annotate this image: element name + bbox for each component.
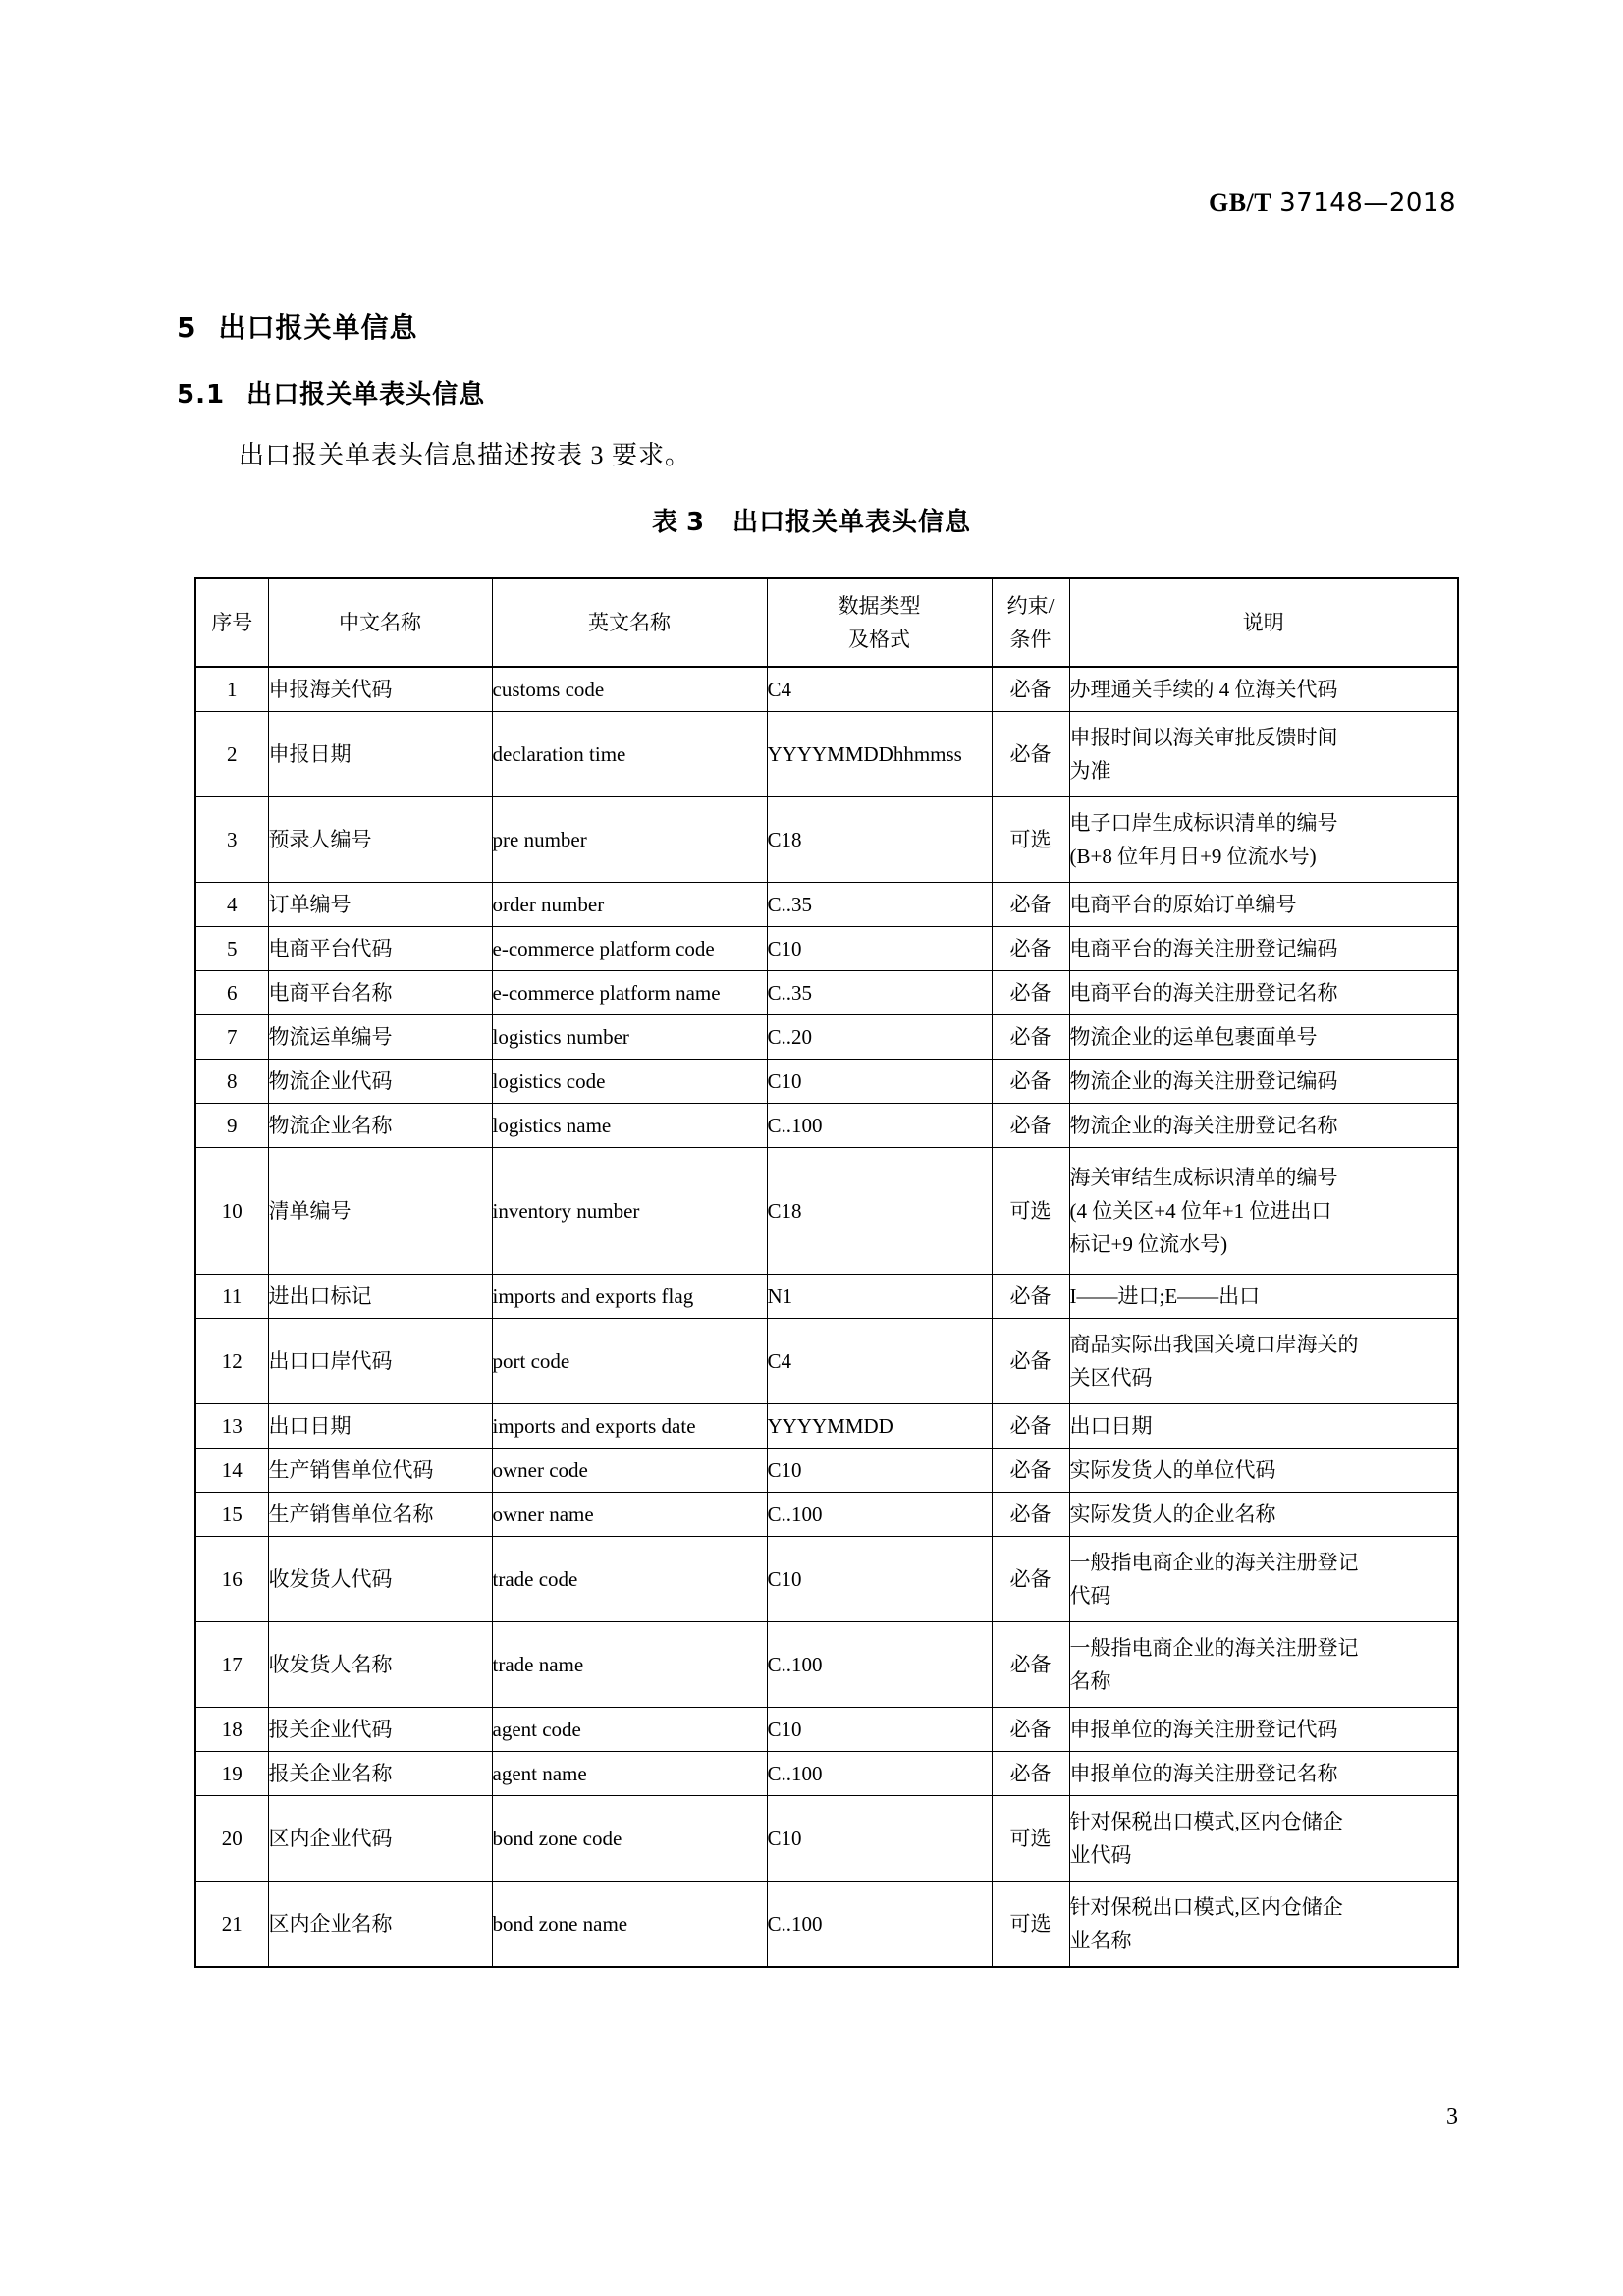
table-row — [195, 1319, 1458, 1404]
table-row — [195, 1622, 1458, 1708]
cell-chinese-name: 预录人编号 — [268, 797, 492, 883]
description-line: 针对保税出口模式,区内仓储企 — [1069, 1809, 1343, 1833]
cell-data-type: C4 — [767, 1319, 992, 1404]
cell-english-name: pre number — [492, 797, 767, 883]
cell-constraint: 可选 — [992, 1148, 1069, 1275]
cell-constraint: 可选 — [992, 1882, 1069, 1968]
cell-no: 8 — [195, 1060, 268, 1104]
cell-data-type: N1 — [767, 1275, 992, 1319]
table-row — [195, 797, 1458, 883]
cell-description — [1069, 1622, 1458, 1708]
cell-chinese-name: 出口口岸代码 — [268, 1319, 492, 1404]
table-row — [195, 1537, 1458, 1622]
table-3-wrapper — [194, 577, 1457, 1968]
cell-chinese-name: 报关企业名称 — [268, 1752, 492, 1796]
cell-no: 18 — [195, 1708, 268, 1752]
page-number: 3 — [1446, 2105, 1458, 2130]
table-row — [195, 1148, 1458, 1275]
description-line: 为准 — [1069, 759, 1111, 783]
description-line: 代码 — [1069, 1584, 1111, 1608]
cell-data-type: C10 — [767, 1796, 992, 1882]
cell-data-type: C10 — [767, 1708, 992, 1752]
description-line: 出口日期 — [1069, 1413, 1153, 1438]
section-heading-5-index: 5 — [177, 311, 197, 344]
cell-chinese-name: 申报海关代码 — [268, 667, 492, 712]
cell-data-type: C..100 — [767, 1622, 992, 1708]
cell-description — [1069, 797, 1458, 883]
table-row — [195, 1060, 1458, 1104]
column-header-english-name: 英文名称 — [492, 578, 767, 667]
cell-data-type: C..100 — [767, 1104, 992, 1148]
description-line: 物流企业的海关注册登记编码 — [1069, 1068, 1338, 1093]
cell-english-name: customs code — [492, 667, 767, 712]
cell-description — [1069, 667, 1458, 712]
cell-constraint: 必备 — [992, 1015, 1069, 1060]
section-heading-5-title: 出口报关单信息 — [218, 311, 418, 344]
cell-english-name: order number — [492, 883, 767, 927]
table-row — [195, 712, 1458, 797]
cell-description — [1069, 927, 1458, 971]
cell-chinese-name: 收发货人代码 — [268, 1537, 492, 1622]
table-row — [195, 1275, 1458, 1319]
cell-description — [1069, 1752, 1458, 1796]
cell-constraint: 必备 — [992, 1275, 1069, 1319]
standard-prefix: GB/T — [1208, 189, 1272, 217]
table-3-export-declaration-header — [194, 577, 1459, 1968]
cell-no: 11 — [195, 1275, 268, 1319]
description-line: 一般指电商企业的海关注册登记 — [1069, 1635, 1359, 1660]
column-header-data-type: 数据类型 及格式 — [767, 578, 992, 667]
table-row — [195, 1404, 1458, 1449]
cell-data-type: C10 — [767, 927, 992, 971]
description-line: 一般指电商企业的海关注册登记 — [1069, 1550, 1359, 1574]
cell-description — [1069, 1104, 1458, 1148]
standard-number: 37148—2018 — [1279, 189, 1456, 218]
table-row — [195, 1752, 1458, 1796]
cell-constraint: 必备 — [992, 1060, 1069, 1104]
cell-constraint: 可选 — [992, 1796, 1069, 1882]
table-caption — [0, 502, 1623, 538]
cell-description — [1069, 1493, 1458, 1537]
cell-chinese-name: 清单编号 — [268, 1148, 492, 1275]
cell-constraint: 必备 — [992, 927, 1069, 971]
cell-english-name: logistics name — [492, 1104, 767, 1148]
cell-english-name: logistics code — [492, 1060, 767, 1104]
cell-description — [1069, 971, 1458, 1015]
description-line: 电商平台的海关注册登记编码 — [1069, 936, 1338, 960]
cell-constraint: 必备 — [992, 971, 1069, 1015]
column-header-description: 说明 — [1069, 578, 1458, 667]
cell-data-type: C10 — [767, 1537, 992, 1622]
cell-data-type: YYYYMMDDhhmmss — [767, 712, 992, 797]
cell-english-name: owner code — [492, 1449, 767, 1493]
section-heading-5 — [177, 306, 418, 346]
description-line: 业代码 — [1069, 1843, 1132, 1867]
cell-no: 3 — [195, 797, 268, 883]
cell-data-type: C..100 — [767, 1882, 992, 1968]
description-line: 办理通关手续的 4 位海关代码 — [1069, 677, 1338, 701]
cell-constraint: 必备 — [992, 1449, 1069, 1493]
cell-constraint: 必备 — [992, 1537, 1069, 1622]
cell-no: 19 — [195, 1752, 268, 1796]
cell-chinese-name: 进出口标记 — [268, 1275, 492, 1319]
cell-chinese-name: 区内企业代码 — [268, 1796, 492, 1882]
cell-description — [1069, 1796, 1458, 1882]
cell-data-type: C10 — [767, 1449, 992, 1493]
cell-no: 9 — [195, 1104, 268, 1148]
table-row — [195, 1796, 1458, 1882]
cell-chinese-name: 收发货人名称 — [268, 1622, 492, 1708]
table-caption-title: 出口报关单表头信息 — [732, 508, 972, 537]
cell-no: 4 — [195, 883, 268, 927]
cell-english-name: logistics number — [492, 1015, 767, 1060]
cell-constraint: 必备 — [992, 883, 1069, 927]
cell-english-name: inventory number — [492, 1148, 767, 1275]
cell-english-name: e-commerce platform name — [492, 971, 767, 1015]
cell-chinese-name: 电商平台名称 — [268, 971, 492, 1015]
cell-no: 6 — [195, 971, 268, 1015]
table-row — [195, 927, 1458, 971]
cell-no: 10 — [195, 1148, 268, 1275]
description-line: 电商平台的海关注册登记名称 — [1069, 980, 1338, 1005]
description-line: 关区代码 — [1069, 1366, 1153, 1390]
table-caption-label: 表 — [651, 508, 678, 537]
cell-description — [1069, 883, 1458, 927]
cell-description — [1069, 712, 1458, 797]
description-line: 实际发货人的企业名称 — [1069, 1502, 1276, 1526]
cell-chinese-name: 申报日期 — [268, 712, 492, 797]
table-caption-number: 3 — [685, 508, 706, 537]
cell-data-type: C4 — [767, 667, 992, 712]
section-heading-5-1-title: 出口报关单表头信息 — [246, 380, 486, 410]
description-line: 物流企业的运单包裹面单号 — [1069, 1024, 1318, 1049]
cell-chinese-name: 电商平台代码 — [268, 927, 492, 971]
cell-constraint: 必备 — [992, 712, 1069, 797]
cell-english-name: e-commerce platform code — [492, 927, 767, 971]
table-row — [195, 1708, 1458, 1752]
description-line: I——进口;E——出口 — [1069, 1284, 1261, 1308]
description-line: 电子口岸生成标识清单的编号 — [1069, 810, 1338, 835]
description-line: 商品实际出我国关境口岸海关的 — [1069, 1332, 1359, 1356]
table-header-row — [195, 578, 1458, 667]
cell-english-name: trade code — [492, 1537, 767, 1622]
cell-data-type: C10 — [767, 1060, 992, 1104]
column-header-constraint: 约束/ 条件 — [992, 578, 1069, 667]
cell-english-name: port code — [492, 1319, 767, 1404]
description-line: 针对保税出口模式,区内仓储企 — [1069, 1894, 1343, 1919]
cell-no: 7 — [195, 1015, 268, 1060]
cell-data-type: C18 — [767, 1148, 992, 1275]
cell-english-name: imports and exports date — [492, 1404, 767, 1449]
cell-english-name: trade name — [492, 1622, 767, 1708]
cell-no: 16 — [195, 1537, 268, 1622]
cell-constraint: 必备 — [992, 1493, 1069, 1537]
cell-chinese-name: 区内企业名称 — [268, 1882, 492, 1968]
cell-no: 17 — [195, 1622, 268, 1708]
cell-description — [1069, 1148, 1458, 1275]
cell-data-type: YYYYMMDD — [767, 1404, 992, 1449]
table-row — [195, 1882, 1458, 1968]
intro-paragraph: 出口报关单表头信息描述按表 3 要求。 — [239, 441, 692, 469]
table-row — [195, 1015, 1458, 1060]
cell-constraint: 必备 — [992, 667, 1069, 712]
table-body — [195, 667, 1458, 1967]
cell-description — [1069, 1319, 1458, 1404]
column-header-chinese-name: 中文名称 — [268, 578, 492, 667]
cell-english-name: bond zone name — [492, 1882, 767, 1968]
description-line: 物流企业的海关注册登记名称 — [1069, 1113, 1338, 1137]
cell-data-type: C..20 — [767, 1015, 992, 1060]
table-row — [195, 667, 1458, 712]
cell-no: 5 — [195, 927, 268, 971]
description-line: 申报单位的海关注册登记代码 — [1069, 1717, 1338, 1741]
cell-no: 14 — [195, 1449, 268, 1493]
cell-english-name: agent code — [492, 1708, 767, 1752]
table-row — [195, 971, 1458, 1015]
table-row — [195, 1449, 1458, 1493]
cell-description — [1069, 1708, 1458, 1752]
cell-description — [1069, 1060, 1458, 1104]
cell-constraint: 必备 — [992, 1622, 1069, 1708]
cell-no: 2 — [195, 712, 268, 797]
description-line: 电商平台的原始订单编号 — [1069, 892, 1297, 916]
cell-description — [1069, 1537, 1458, 1622]
cell-chinese-name: 物流运单编号 — [268, 1015, 492, 1060]
description-line: 申报时间以海关审批反馈时间 — [1069, 725, 1338, 749]
cell-description — [1069, 1449, 1458, 1493]
cell-constraint: 必备 — [992, 1104, 1069, 1148]
cell-english-name: declaration time — [492, 712, 767, 797]
cell-constraint: 必备 — [992, 1404, 1069, 1449]
cell-chinese-name: 生产销售单位名称 — [268, 1493, 492, 1537]
cell-description — [1069, 1275, 1458, 1319]
cell-constraint: 可选 — [992, 797, 1069, 883]
table-row — [195, 883, 1458, 927]
cell-chinese-name: 报关企业代码 — [268, 1708, 492, 1752]
cell-description — [1069, 1882, 1458, 1968]
cell-constraint: 必备 — [992, 1319, 1069, 1404]
cell-data-type: C..100 — [767, 1493, 992, 1537]
cell-chinese-name: 生产销售单位代码 — [268, 1449, 492, 1493]
column-header-no: 序号 — [195, 578, 268, 667]
table-row — [195, 1104, 1458, 1148]
cell-no: 20 — [195, 1796, 268, 1882]
cell-no: 15 — [195, 1493, 268, 1537]
table-row — [195, 1493, 1458, 1537]
cell-data-type: C18 — [767, 797, 992, 883]
cell-chinese-name: 物流企业代码 — [268, 1060, 492, 1104]
description-line: 申报单位的海关注册登记名称 — [1069, 1761, 1338, 1785]
section-heading-5-1 — [177, 374, 485, 410]
cell-english-name: bond zone code — [492, 1796, 767, 1882]
cell-no: 12 — [195, 1319, 268, 1404]
cell-chinese-name: 出口日期 — [268, 1404, 492, 1449]
cell-constraint: 必备 — [992, 1708, 1069, 1752]
description-line: (4 位关区+4 位年+1 位进出口 — [1069, 1198, 1332, 1223]
cell-no: 13 — [195, 1404, 268, 1449]
description-line: 标记+9 位流水号) — [1069, 1232, 1228, 1256]
cell-english-name: imports and exports flag — [492, 1275, 767, 1319]
cell-constraint: 必备 — [992, 1752, 1069, 1796]
cell-chinese-name: 订单编号 — [268, 883, 492, 927]
section-heading-5-1-index: 5.1 — [177, 380, 226, 410]
cell-data-type: C..35 — [767, 883, 992, 927]
description-line: 业名称 — [1069, 1929, 1132, 1952]
cell-english-name: agent name — [492, 1752, 767, 1796]
cell-english-name: owner name — [492, 1493, 767, 1537]
cell-description — [1069, 1404, 1458, 1449]
cell-data-type: C..35 — [767, 971, 992, 1015]
running-header — [1209, 189, 1456, 218]
description-line: (B+8 位年月日+9 位流水号) — [1069, 845, 1317, 868]
cell-no: 1 — [195, 667, 268, 712]
cell-no: 21 — [195, 1882, 268, 1968]
description-line: 名称 — [1069, 1669, 1111, 1693]
cell-description — [1069, 1015, 1458, 1060]
description-line: 海关审结生成标识清单的编号 — [1069, 1165, 1338, 1189]
cell-data-type: C..100 — [767, 1752, 992, 1796]
description-line: 实际发货人的单位代码 — [1069, 1457, 1276, 1482]
cell-chinese-name: 物流企业名称 — [268, 1104, 492, 1148]
